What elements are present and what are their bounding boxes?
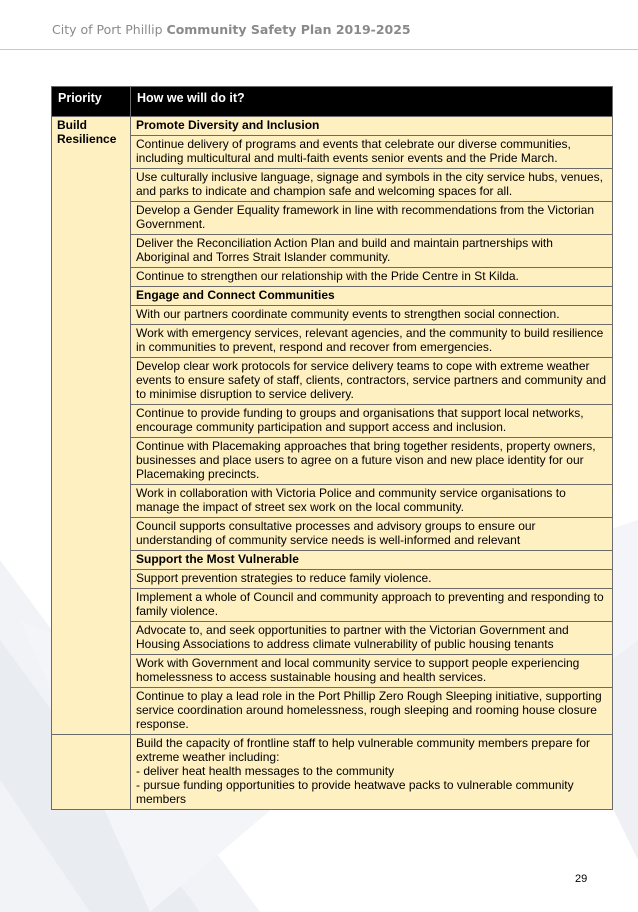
table-row <box>52 622 613 655</box>
action-text: Continue with Placemaking approaches that bring together residents, property owners, businesses and place users to agree on a future vison and new place identity for our Placemaking precincts. <box>131 438 613 485</box>
section-heading-row <box>52 551 613 570</box>
action-table <box>51 86 613 810</box>
action-text: Advocate to, and seek opportunities to partner with the Victorian Government and Housing Associations to address climate vulnerability of public housing tenants <box>131 622 613 655</box>
document-header <box>52 22 411 37</box>
table-row <box>52 325 613 358</box>
priority-label: Build Resilience <box>52 117 131 735</box>
section-heading: Promote Diversity and Inclusion <box>131 117 613 136</box>
action-text: Implement a whole of Council and community approach to preventing and responding to family violence. <box>131 589 613 622</box>
table-row <box>52 688 613 735</box>
table-row <box>52 306 613 325</box>
action-text: With our partners coordinate community events to strengthen social connection. <box>131 306 613 325</box>
header-divider <box>0 49 638 50</box>
table-row <box>52 169 613 202</box>
action-text: Work with Government and local community service to support people experiencing homelessness to access sustainable housing and health services. <box>131 655 613 688</box>
action-text: Work in collaboration with Victoria Police and community service organisations to manage the impact of street sex work on the local community. <box>131 485 613 518</box>
action-text: Develop clear work protocols for service delivery teams to cope with extreme weather events to ensure safety of staff, clients, contractors, service partners and community and to minimise disruption to service delivery. <box>131 358 613 405</box>
action-text: Continue to strengthen our relationship with the Pride Centre in St Kilda. <box>131 268 613 287</box>
section-heading-row <box>52 117 613 136</box>
action-text: Develop a Gender Equality framework in line with recommendations from the Victorian Government. <box>131 202 613 235</box>
header-plan-title: Community Safety Plan 2019-2025 <box>166 22 411 37</box>
table-header-row <box>52 87 613 117</box>
action-text <box>131 735 613 810</box>
action-text: Continue to provide funding to groups and organisations that support local networks, encourage community participation and support access and inclusion. <box>131 405 613 438</box>
page-number: 29 <box>575 873 588 885</box>
table-row <box>52 485 613 518</box>
column-header-actions: How we will do it? <box>131 87 613 117</box>
table-row <box>52 518 613 551</box>
table-row <box>52 235 613 268</box>
table-row <box>52 136 613 169</box>
table-row <box>52 405 613 438</box>
action-text: Work with emergency services, relevant agencies, and the community to build resilience in communities to prevent, respond and recover from emergencies. <box>131 325 613 358</box>
action-bullet: - pursue funding opportunities to provide heatwave packs to vulnerable community members <box>136 778 574 806</box>
column-header-priority: Priority <box>52 87 131 117</box>
table-row <box>52 358 613 405</box>
section-heading: Support the Most Vulnerable <box>131 551 613 570</box>
table-row <box>52 570 613 589</box>
table-row <box>52 268 613 287</box>
header-org: City of Port Phillip <box>52 22 167 37</box>
action-text: Continue delivery of programs and events that celebrate our diverse communities, including multicultural and multi-faith events senior events and the Pride March. <box>131 136 613 169</box>
action-intro: Build the capacity of frontline staff to help vulnerable community members prepare for extreme weather including: <box>136 736 591 764</box>
action-text: Deliver the Reconciliation Action Plan and build and maintain partnerships with Aboriginal and Torres Strait Islander community. <box>131 235 613 268</box>
table-body <box>52 117 613 810</box>
section-heading-row <box>52 287 613 306</box>
table-row <box>52 735 613 810</box>
action-text: Continue to play a lead role in the Port Phillip Zero Rough Sleeping initiative, supporting service coordination around homelessness, rough sleeping and rooming house closure response. <box>131 688 613 735</box>
action-text: Council supports consultative processes and advisory groups to ensure our understanding of community service needs is well-informed and relevant <box>131 518 613 551</box>
table-row <box>52 589 613 622</box>
action-text: Use culturally inclusive language, signage and symbols in the city service hubs, venues, and parks to indicate and champion safe and welcoming spaces for all. <box>131 169 613 202</box>
priority-empty-cell <box>52 735 131 810</box>
table-row <box>52 202 613 235</box>
action-text: Support prevention strategies to reduce family violence. <box>131 570 613 589</box>
table-row <box>52 655 613 688</box>
table-row <box>52 438 613 485</box>
section-heading: Engage and Connect Communities <box>131 287 613 306</box>
action-bullet: - deliver heat health messages to the community <box>136 764 395 778</box>
